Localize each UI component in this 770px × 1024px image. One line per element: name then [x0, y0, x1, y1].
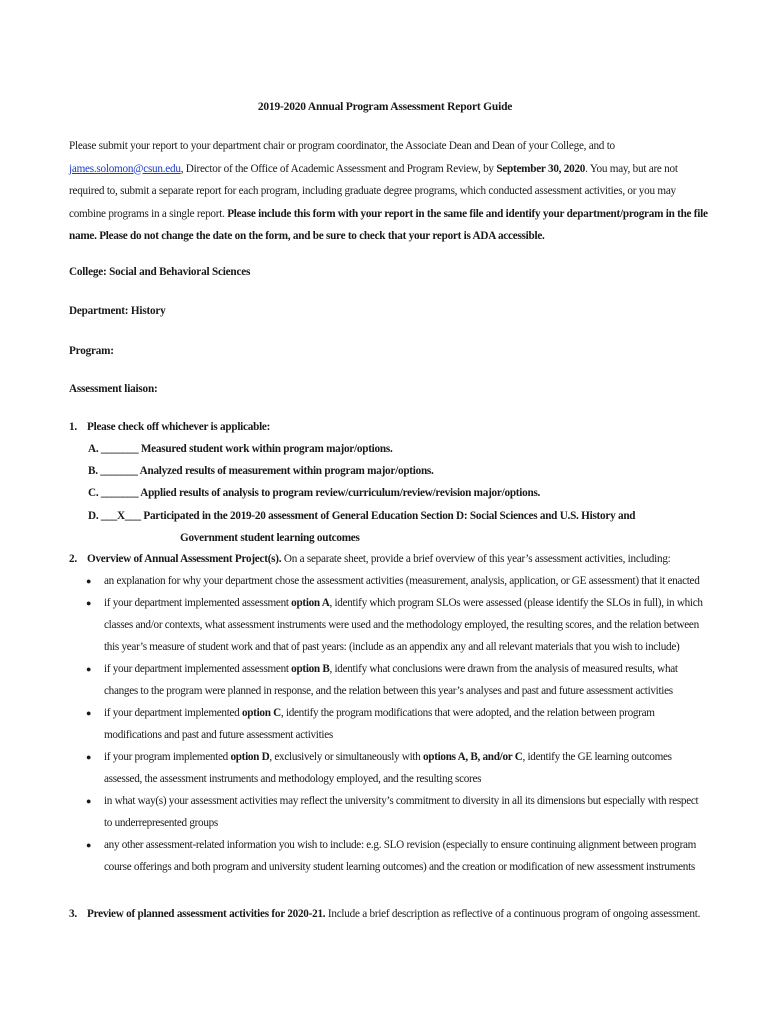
- intro-paragraph: [69, 135, 709, 248]
- bullet-icon: ●: [86, 576, 92, 586]
- bullet-text: , identify the program modifications that were adopted, and the relation between program modifications and past and future assessment activities: [104, 707, 655, 741]
- intro-bold-note: Please include this form with your report in the same file and identify your department/program in the file name. Please do not change the date on the form, and be sure to check that your report is ADA accessible.: [69, 207, 708, 242]
- bullet-text: , exclusively or simultaneously with: [269, 751, 423, 763]
- list-item: [86, 746, 706, 790]
- bullet-bold: option C: [241, 707, 281, 719]
- bullet-text: in what way(s) your assessment activities may reflect the university’s commitment to diversity in all its dimensions but especially with respect to underrepresented groups: [104, 795, 699, 829]
- bullet-bold: options A, B, and/or C: [422, 751, 523, 763]
- section-3-title: Preview of planned assessment activities for 2020-21.: [87, 908, 326, 920]
- list-item: [86, 658, 706, 702]
- list-item: [86, 570, 706, 592]
- bullet-icon: ●: [86, 840, 92, 850]
- bullet-text: if your program implemented: [104, 751, 231, 763]
- bullet-icon: ●: [86, 752, 92, 762]
- section-2-number: 2.: [69, 553, 77, 565]
- list-item: [86, 834, 706, 878]
- bullet-text: if your department implemented assessment: [104, 663, 292, 675]
- option-d: D. ___X___ Participated in the 2019-20 assessment of General Education Section D: Social Sciences and U.S. History and: [88, 510, 636, 522]
- list-item: [86, 790, 706, 834]
- list-item: [86, 592, 706, 658]
- bullet-text: , identify what conclusions were drawn from the analysis of measured results, what changes to the program were planned in response, and the relation between this year’s analyses and past and future assessment activities: [104, 663, 678, 697]
- section-1-heading: [69, 416, 709, 438]
- section-2-title: Overview of Annual Assessment Project(s).: [87, 553, 282, 565]
- section-1-title: Please check off whichever is applicable:: [87, 421, 271, 433]
- option-d-continuation: Government student learning outcomes: [180, 532, 360, 544]
- section-2-text: On a separate sheet, provide a brief overview of this year’s assessment activities, including:: [281, 553, 671, 565]
- department-field: Department: History: [69, 305, 166, 317]
- bullet-icon: ●: [86, 664, 92, 674]
- deadline-date: September 30, 2020: [496, 162, 586, 175]
- bullet-text: if your department implemented: [104, 707, 242, 719]
- bullet-bold: option B: [291, 663, 330, 675]
- intro-text-2: , Director of the Office of Academic Assessment and Program Review, by: [180, 162, 497, 175]
- bullet-text: , identify which program SLOs were assessed (please identify the SLOs in full), in which classes and/or contexts, what assessment instruments were used and the methodology employed, the resulting scores, and the relation between this year’s measure of student work and that of past years: (include as an appendix any and all relevant materials that you wish to include): [104, 597, 703, 653]
- bullet-bold: option A: [291, 597, 330, 609]
- option-b: B. _______ Analyzed results of measurement within program major/options.: [88, 465, 434, 477]
- bullet-text: any other assessment-related information you wish to include: e.g. SLO revision (especially to ensure continuing alignment between program course offerings and both program and university student learning outcomes) and the creation or modification of new assessment instruments: [104, 839, 697, 873]
- section-2-bullet-list: [86, 570, 706, 878]
- option-c: C. _______ Applied results of analysis to program review/curriculum/review/revision major/options.: [88, 487, 541, 499]
- college-field: College: Social and Behavioral Sciences: [69, 266, 251, 278]
- bullet-bold: option D: [230, 751, 270, 763]
- program-field: Program:: [69, 345, 114, 357]
- section-1-number: 1.: [69, 421, 77, 433]
- document-title: 2019-2020 Annual Program Assessment Report Guide: [257, 101, 513, 113]
- section-2-heading: [69, 548, 709, 570]
- email-link[interactable]: james.solomon@csun.edu: [69, 162, 181, 175]
- bullet-text: , identify the GE learning outcomes assessed, the assessment instruments and methodology employed, and the resulting scores: [104, 751, 672, 785]
- intro-text-3: . You may, but are not required to, submit a separate report for each program, including graduate degree programs, which conducted assessment activities, or you may combine programs in a single report.: [69, 162, 678, 220]
- bullet-icon: ●: [86, 796, 92, 806]
- bullet-text: an explanation for why your department chose the assessment activities (measurement, analysis, application, or GE assessment) that it enacted: [104, 575, 700, 587]
- section-3-text: Include a brief description as reflective of a continuous program of ongoing assessment.: [325, 908, 701, 920]
- bullet-icon: ●: [86, 598, 92, 608]
- bullet-text: if your department implemented assessment: [104, 597, 292, 609]
- option-a: A. _______ Measured student work within program major/options.: [88, 443, 393, 455]
- section-3-number: 3.: [69, 908, 77, 920]
- list-item: [86, 702, 706, 746]
- liaison-field: Assessment liaison:: [69, 383, 158, 395]
- bullet-icon: ●: [86, 708, 92, 718]
- intro-text-1: Please submit your report to your department chair or program coordinator, the Associate Dean and Dean of your College, and to: [69, 140, 615, 152]
- section-3-heading: [69, 903, 709, 925]
